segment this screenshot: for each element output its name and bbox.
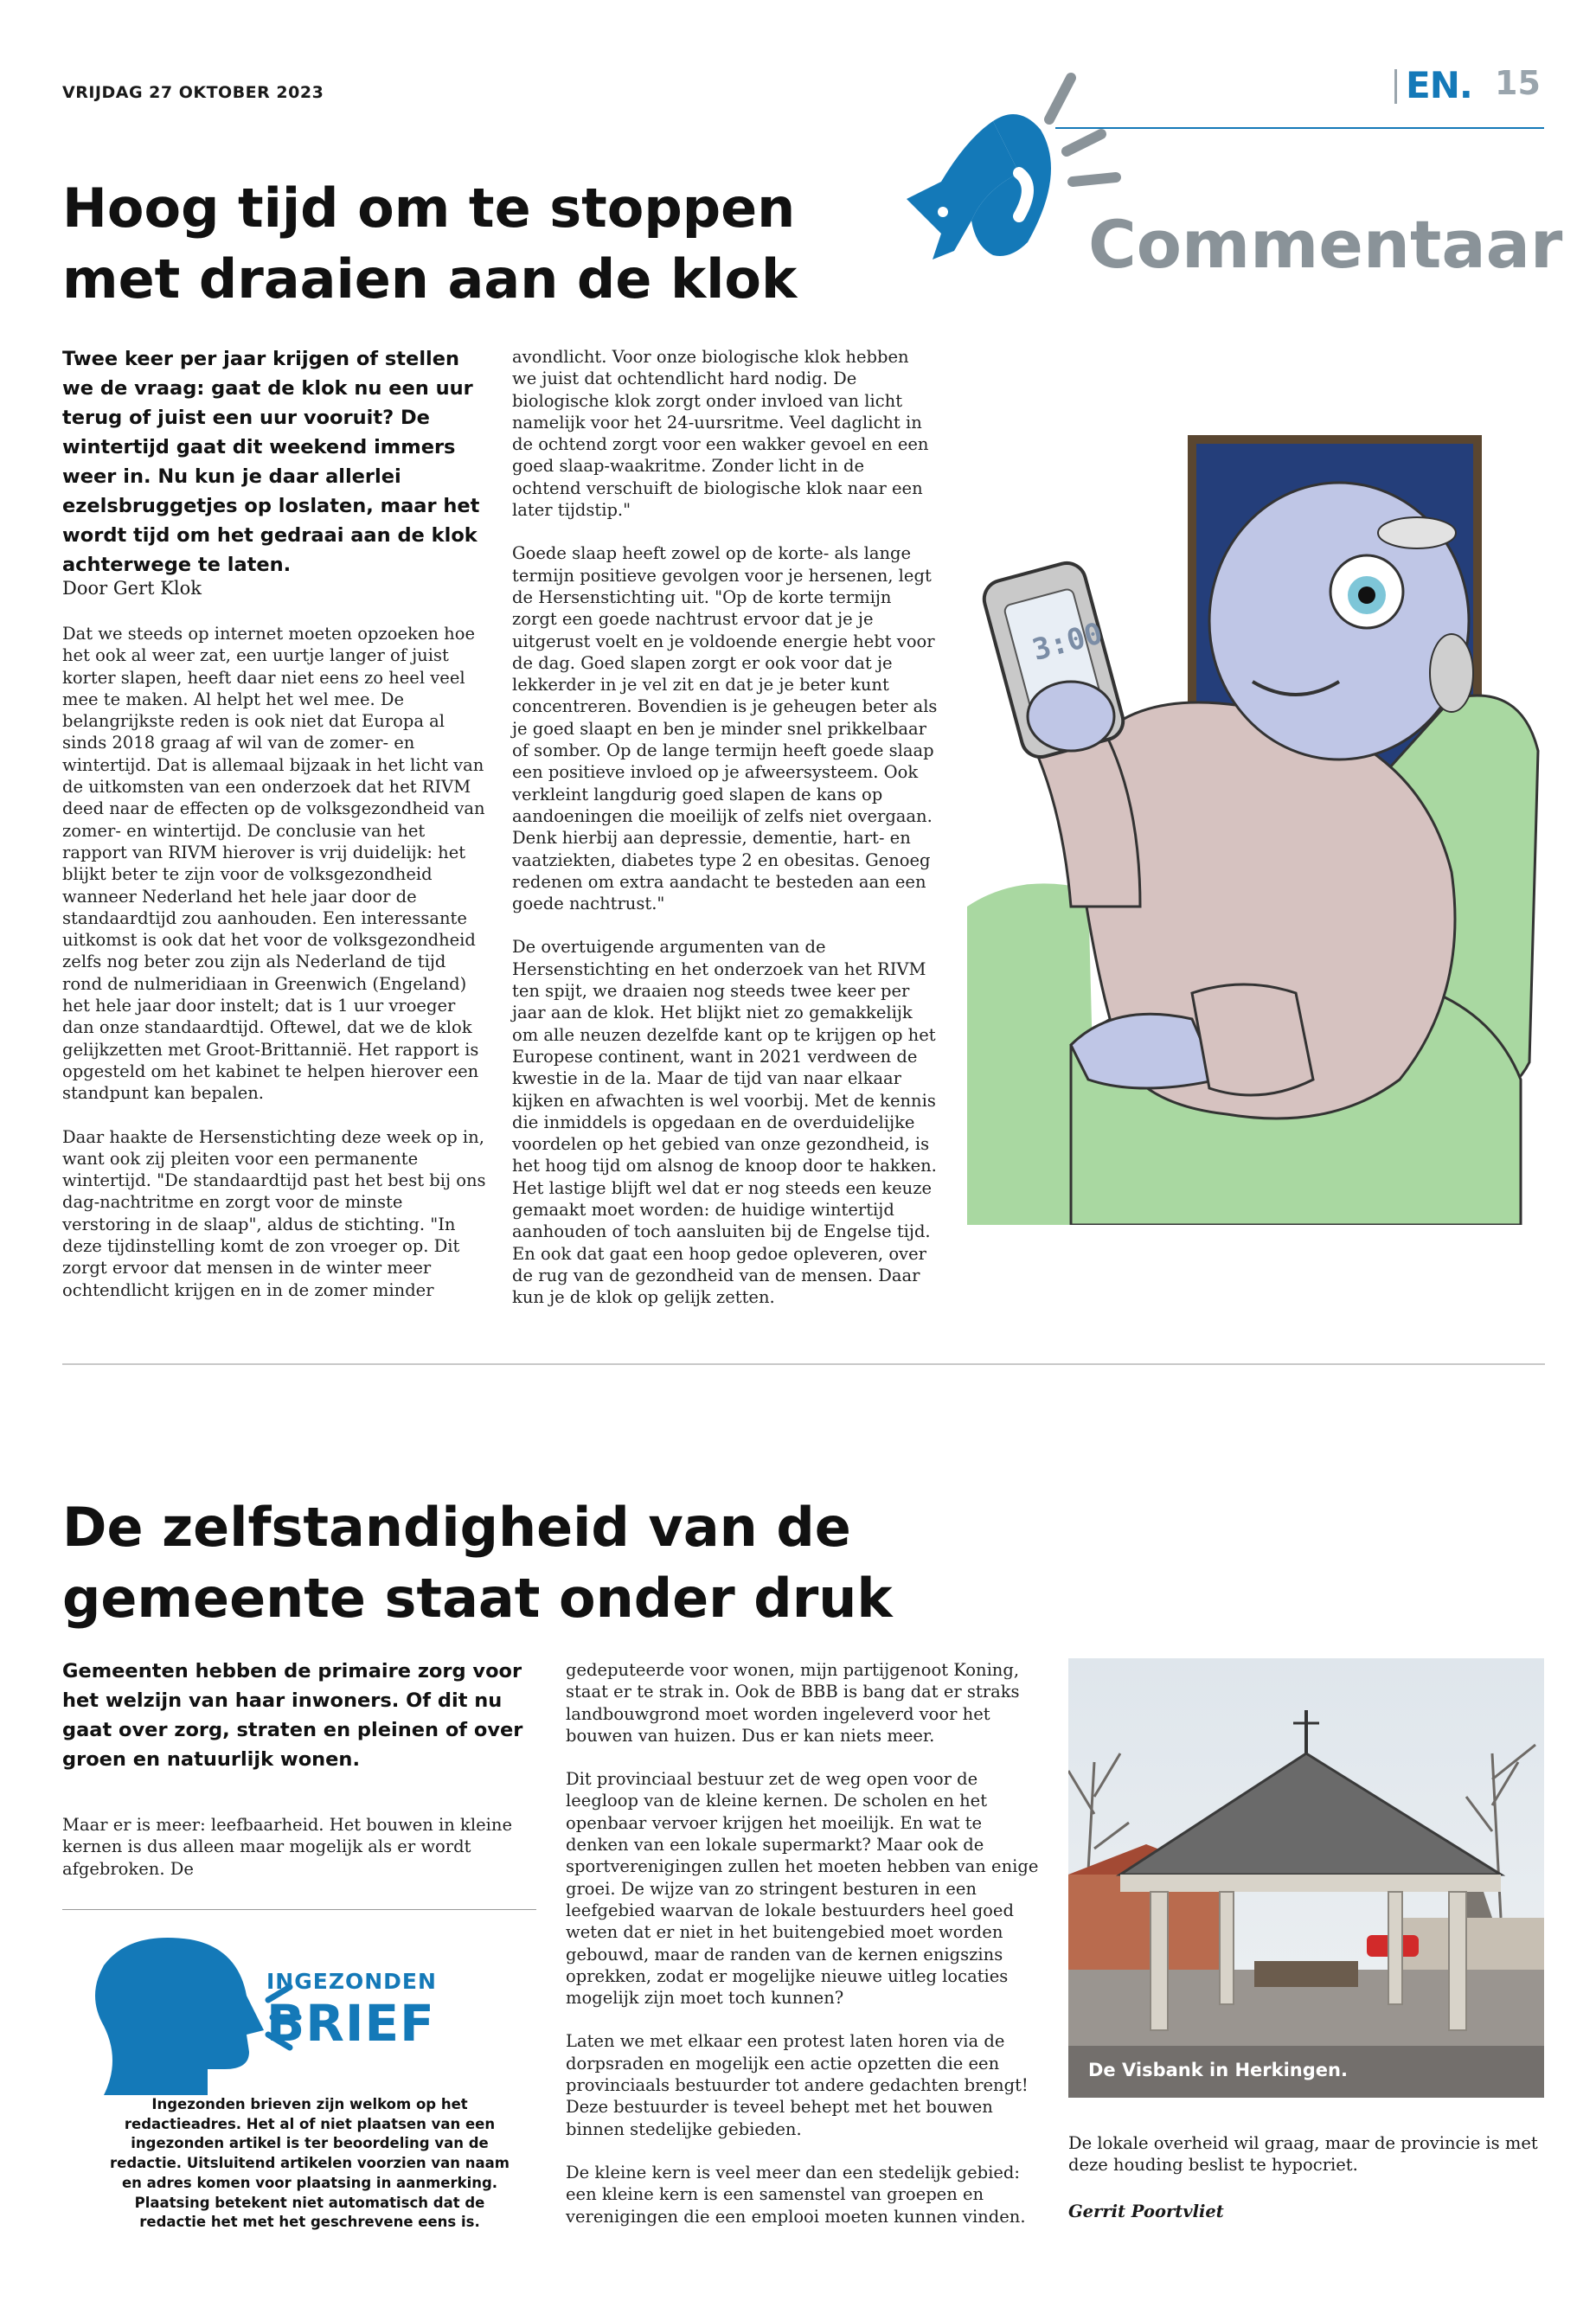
paragraph: Dat we steeds op internet moeten opzoeken hoe het ook al weer zat, een uurtje langer of juist korter slapen, heeft daar niet eens zo heel veel mee te maken. Al helpt het wel mee. De belangrijkste reden is ook niet dat Europa al sinds 2018 graag af wil van de zomer- en wintertijd. Dat is allemaal bijzaak in het licht van de uitkomsten van een onderzoek dat het RIVM deed naar de effecten op de volksgezondheid van zomer- en wintertijd. De conclusie van het rapport van RIVM hierover is vrij duidelijk: het blijkt beter te zijn voor de volksgezondheid wanneer Nederland het hele jaar door de standaardtijd zou aanhouden. Een interessante uitkomst is ook dat het voor de volksgezondheid zelfs nog beter zou zijn als Nederland de tijd rond de nulmeridiaan in Greenwich (Engeland) het hele jaar door instelt; dat is 1 uur vroeger dan onze standaardtijd. Oftewel, dat we de klok gelijkzetten met Groot-Brittannië. Het rapport is opgesteld om het kabinet te helpen hierover een standpunt kan bepalen. (62, 624, 485, 1104)
newspaper-logo: EN. (1406, 64, 1472, 106)
article-headline: Hoog tijd om te stoppen met draaien aan de klok (62, 176, 798, 311)
phone-time: 3:00 (1029, 616, 1106, 669)
section-title: Commentaar (1088, 206, 1563, 283)
paragraph: De overtuigende argumenten van de Hersenstichting en het onderzoek van het RIVM ten spijt, we draaien nog steeds twee keer per jaar aan de klok. Het blijkt niet zo gemakkelijk om alle neuzen dezelfde kant op te krijgen op het Europese continent, want in 2021 verdween de kwestie in de la. Maar de tijd van naar elkaar kijken en afwachten is wel voorbij. Met de kennis die inmiddels is opgedaan en de overduidelijke voordelen op het gebied van onze gezondheid, is het hoog tijd om alsnog de knoop door te hakken. Het lastige blijft wel dat er nog steeds een keuze gemaakt moet worden: de huidige wintertijd aanhouden of toch aansluiten bij de Engelse tijd. En ook dat gaat een hoop gedoe opleveren, over de rug van de gezondheid van de mensen. Daar kun je de klok op gelijk zetten. (512, 937, 937, 1308)
page-number: 15 (1495, 64, 1541, 102)
article-column-1 (62, 623, 488, 1323)
paragraph: Daar haakte de Hersenstichting deze week op in, want ook zij pleiten voor een permanente wintertijd. "De standaardtijd past het best bij ons dag-nachtritme en zorgt voor de minste verstoring in de slaap", aldus de stichting. "In deze tijdinstelling komt de zon vroeger op. Dit zorgt ervoor dat mensen in de winter meer ochtendlicht krijgen en in de zomer minder (62, 1126, 486, 1300)
logo-divider (1394, 69, 1397, 104)
paragraph: De kleine kern is veel meer dan een stedelijk gebied: een kleine kern is een samenstel van groepen en verenigingen die een emplooi moeten kunnen vinden. (566, 2162, 1026, 2227)
cartoon-illustration (967, 422, 1564, 1225)
letter-column-1 (62, 1814, 536, 1901)
article-column-2 (512, 346, 938, 1330)
letter-column-2 (566, 1659, 1040, 2249)
letter-headline: De zelfstandigheid van de gemeente staat onder druk (62, 1496, 893, 1630)
photo-visbank (1068, 1658, 1544, 2098)
paragraph: Dit provinciaal bestuur zet de weg open voor de leegloop van de kleine kernen. De scholen en het openbaar vervoer krijgen het moeilijk. En wat te denken van een lokale supermarkt? Maar ook de sportverenigingen zullen het moeten hebben van enige groei. De wijze van zo stringent besturen in een leefgebied waarvan de lokale bestuurders heel goed weten dat er niet in het buitengebied moet worden gebouwd, maar de randen van de kernen enigszins oprekken, zodat er mogelijke nieuwe uitleg locaties mogelijk zijn moet toch kunnen? (566, 1769, 1039, 2009)
article-lead: Twee keer per jaar krijgen of stellen we de vraag: gaat de klok nu een uur terug of juist een uur vooruit? De wintertijd gaat dit weekend immers weer in. Nu kun je daar allerlei ezelsbruggetjes op loslaten, maar het wordt tijd om het gedraai aan de klok achterwege te laten. (62, 348, 480, 576)
letter-author: Gerrit Poortvliet (1068, 2202, 1224, 2221)
byline: Door Gert Klok (62, 578, 202, 599)
brief-disclaimer: Ingezonden brieven zijn welkom op het redactieadres. Het al of niet plaatsen van een ingezonden artikel is ter beoordeling van de redactie. Uitsluitend artikelen voorzien van naam en adres komen voor plaatsing in aanmerking. Plaatsing betekent niet automatisch dat de redactie het met het geschrevene eens is. (110, 2096, 510, 2231)
paragraph: Maar er is meer: leefbaarheid. Het bouwen in kleine kernen is dus alleen maar mogelijk als er wordt afgebroken. De (62, 1815, 512, 1879)
photo-caption: De Visbank in Herkingen. (1088, 2060, 1348, 2080)
page-date: VRIJDAG 27 OKTOBER 2023 (62, 83, 324, 102)
brief-label-main: BRIEF (266, 1994, 435, 2053)
paragraph: gedeputeerde voor wonen, mijn partijgenoot Koning, staat er te strak in. Ook de BBB is bang dat er straks landbouwgrond moet worden ingeleverd voor het bouwen van huizen. Dus er kan niets meer. (566, 1660, 1020, 1746)
brief-box-rule (62, 1909, 536, 1910)
brief-label-top: INGEZONDEN (266, 1969, 437, 1994)
paragraph: avondlicht. Voor onze biologische klok hebben we juist dat ochtendlicht hard nodig. De biologische klok zorgt onder invloed van licht namelijk voor het 24-uursritme. Veel daglicht in de ochtend zorgt voor een wakker gevoel en een goed slaap-waakritme. Zonder licht in de ochtend verschuift de biologische klok naar een later tijdstip." (512, 347, 929, 521)
paragraph: Laten we met elkaar een protest laten horen via de dorpsraden en mogelijk een actie opzetten die een provinciaals bestuurder tot andere gedachten brengt! Deze bestuurder is teveel behept met het bouwen binnen stedelijke gebieden. (566, 2031, 1029, 2139)
paragraph: Goede slaap heeft zowel op de korte- als lange termijn positieve gevolgen voor je hersenen, legt de Hersenstichting uit. "Op de korte termijn zorgt een goede nachtrust ervoor dat je je uitgerust voelt en je voldoende energie hebt voor de dag. Goed slapen zorgt er ook voor dat je lekkerder in je vel zit en dat je je beter kunt concentreren. Bovendien is je geheugen beter als je goed slaapt en ben je minder snel prikkelbaar of somber. Op de lange termijn heeft goede slaap een positieve invloed op je afweersysteem. Ook verkleint langdurig goed slapen de kans op aandoeningen die moeilijk of zelfs niet overgaan. Denk hierbij aan depressie, dementie, hart- en vaatziekten, diabetes type 2 en obesitas. Genoeg redenen om extra aandacht te besteden aan een goede nachtrust." (512, 543, 938, 914)
section-divider (62, 1363, 1545, 1365)
letter-lead: Gemeenten hebben de primaire zorg voor het welzijn van haar inwoners. Of dit nu gaat over zorg, straten en pleinen of over groen en natuurlijk wonen. (62, 1660, 523, 1771)
photo-text: De lokale overheid wil graag, maar de provincie is met deze houding beslist te hypocriet. (1068, 2133, 1538, 2176)
